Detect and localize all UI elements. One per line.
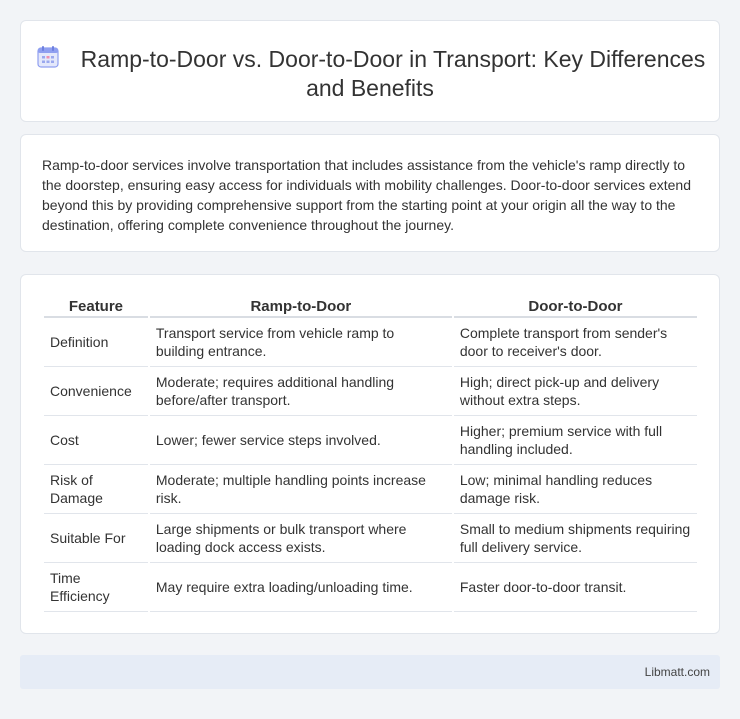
footer-bar [20, 655, 720, 689]
table-row [44, 514, 697, 563]
feature-cell: Suitable For [44, 514, 148, 563]
table-header-row [44, 296, 697, 318]
title-card [20, 20, 720, 122]
ramp-cell: Moderate; requires additional handling before/after transport. [150, 367, 452, 416]
comparison-table [42, 296, 699, 612]
intro-paragraph: Ramp-to-door services involve transportation that includes assistance from the vehicle's ramp directly to the doorstep, ensuring easy access for individuals with mobility challenges. Door-to-door services extend beyond this by providing comprehensive support from the starting point at your origin all the way to the destination, offering complete convenience throughout the journey. [42, 157, 691, 233]
header-door-to-door: Door-to-Door [454, 296, 697, 318]
calendar-icon [35, 44, 61, 70]
feature-cell: Convenience [44, 367, 148, 416]
ramp-cell: May require extra loading/unloading time. [150, 563, 452, 612]
ramp-cell: Lower; fewer service steps involved. [150, 416, 452, 465]
table-row [44, 367, 697, 416]
header-feature: Feature [44, 296, 148, 318]
table-row [44, 318, 697, 367]
comparison-card [20, 274, 720, 634]
ramp-cell: Transport service from vehicle ramp to building entrance. [150, 318, 452, 367]
door-cell: Higher; premium service with full handling included. [454, 416, 697, 465]
table-row [44, 563, 697, 612]
footer-brand: Libmatt.com [644, 665, 710, 679]
feature-cell: Time Efficiency [44, 563, 148, 612]
intro-card [20, 134, 720, 252]
table-row [44, 465, 697, 514]
door-cell: Complete transport from sender's door to receiver's door. [454, 318, 697, 367]
door-cell: Small to medium shipments requiring full delivery service. [454, 514, 697, 563]
feature-cell: Definition [44, 318, 148, 367]
table-row [44, 416, 697, 465]
title-text: Ramp-to-Door vs. Door-to-Door in Transport: Key Differences and Benefits [80, 46, 706, 101]
feature-cell: Cost [44, 416, 148, 465]
door-cell: Faster door-to-door transit. [454, 563, 697, 612]
feature-cell: Risk of Damage [44, 465, 148, 514]
page-title [21, 44, 719, 103]
ramp-cell: Moderate; multiple handling points increase risk. [150, 465, 452, 514]
door-cell: High; direct pick-up and delivery without extra steps. [454, 367, 697, 416]
door-cell: Low; minimal handling reduces damage risk. [454, 465, 697, 514]
ramp-cell: Large shipments or bulk transport where loading dock access exists. [150, 514, 452, 563]
header-ramp-to-door: Ramp-to-Door [150, 296, 452, 318]
